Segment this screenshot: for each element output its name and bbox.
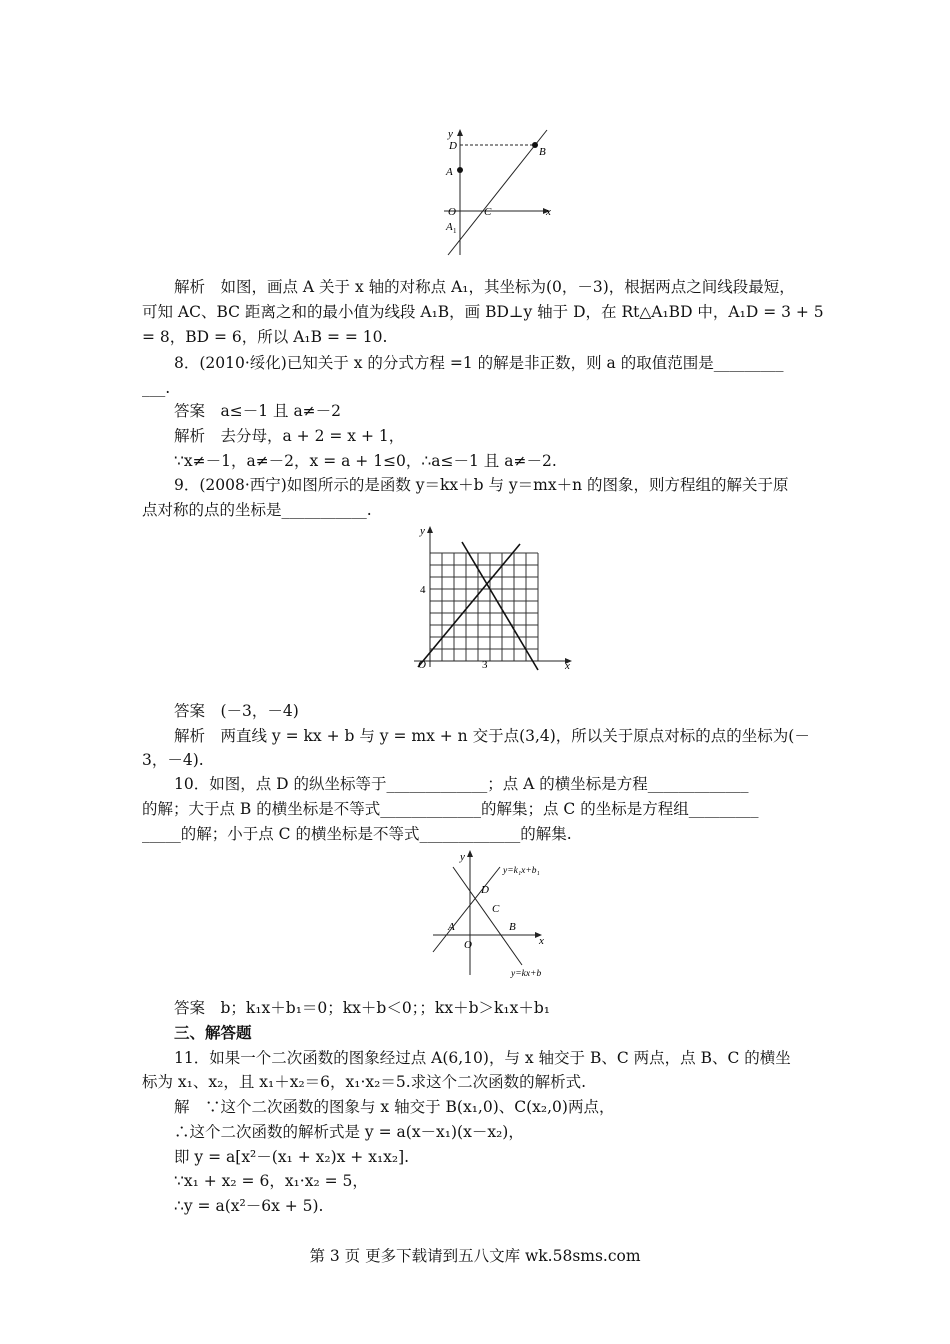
- origin-label: O: [464, 939, 472, 951]
- question-9: 9．(2008·西宁)如图所示的是函数 y＝kx＋b 与 y＝mx＋n 的图象，则方程组的解关于原: [174, 476, 789, 494]
- point-b-label: B: [539, 146, 546, 158]
- answer-10: 答案 b；k₁x＋b₁＝0；kx＋b＜0；；kx＋b＞k₁x＋b₁: [174, 999, 550, 1017]
- point-d-label: D: [481, 884, 489, 896]
- question-9-cont: 点对称的点的坐标是___________.: [142, 501, 372, 519]
- question-8-cont: ___.: [142, 379, 171, 397]
- point-d-label: D: [449, 140, 457, 152]
- point-a-marker: [457, 167, 463, 173]
- solution-11-line-5: ∴y = a(x²－6x + 5).: [174, 1197, 324, 1215]
- figure-2-grid: [410, 522, 585, 672]
- origin-label: O: [418, 659, 426, 671]
- point-b-marker: [532, 142, 538, 148]
- answer-9: 答案 (－3，－4): [174, 702, 299, 720]
- point-c-label: C: [492, 903, 500, 915]
- x-axis-label: x: [565, 660, 570, 672]
- figure-3: [425, 845, 570, 980]
- point-a-label: A: [448, 921, 455, 933]
- tick-3-label: 3: [482, 659, 488, 671]
- text-line-2: 可知 AC、BC 距离之和的最小值为线段 A₁B，画 BD⊥y 轴于 D，在 Rt△A₁BD 中，A₁D = 3 + 5: [142, 303, 824, 321]
- point-a1-label: A: [446, 221, 453, 233]
- point-a-label: A: [446, 166, 453, 178]
- point-b-label: B: [509, 921, 516, 933]
- y-axis-label: y: [460, 851, 465, 863]
- text-line-3: = 8，BD = 6，所以 A₁B = = 10.: [142, 328, 388, 346]
- text-line-1: 解析 如图，画点 A 关于 x 轴的对称点 A₁，其坐标为(0，－3)，根据两点之间线段最短，: [174, 278, 795, 296]
- section-heading: 三、解答题: [174, 1023, 252, 1042]
- question-10: 10．如图，点 D 的纵坐标等于_____________；点 A 的横坐标是方程_____________: [174, 775, 749, 793]
- solution-11-line-1: 解 ∵这个二次函数的图象与 x 轴交于 B(x₁,0)、C(x₂,0)两点，: [174, 1098, 615, 1116]
- x-axis-label: x: [546, 206, 551, 218]
- line-2-label: y=kx+b: [511, 969, 542, 979]
- solution-11-line-2: ∴这个二次函数的解析式是 y = a(x－x₁)(x－x₂)，: [174, 1123, 524, 1141]
- y-axis-label: y: [448, 128, 453, 140]
- analysis-9-cont: 3，－4).: [142, 751, 204, 769]
- answer-8: 答案 a≤－1 且 a≠－2: [174, 402, 342, 420]
- analysis-8: 解析 去分母，a + 2 = x + 1，: [174, 427, 405, 445]
- origin-label: O: [448, 206, 456, 218]
- x-axis-label: x: [539, 935, 544, 947]
- point-a1-subscript: 1: [453, 227, 457, 235]
- analysis-8-cont: ∵x≠－1，a≠－2，x = a + 1≤0，∴a≤－1 且 a≠－2.: [174, 452, 557, 470]
- point-c-label: C: [484, 206, 492, 218]
- figure-1: [440, 125, 560, 260]
- solution-11-line-3: 即 y = a[x²－(x₁ + x₂)x + x₁x₂].: [174, 1148, 410, 1166]
- tick-4-label: 4: [420, 584, 426, 596]
- question-11-cont: 标为 x₁、x₂，且 x₁＋x₂＝6，x₁·x₂＝5.求这个二次函数的解析式.: [142, 1073, 587, 1091]
- line-1-label: y=k₁x+b₁: [503, 866, 540, 876]
- solution-11-line-4: ∵x₁ + x₂ = 6，x₁·x₂ = 5，: [174, 1172, 368, 1190]
- question-8: 8．(2010·绥化)已知关于 x 的分式方程 =1 的解是非正数，则 a 的取值范围是_________: [174, 354, 784, 372]
- question-10-cont-1: 的解；大于点 B 的横坐标是不等式_____________的解集；点 C 的坐标是方程组_________: [142, 800, 759, 818]
- question-11: 11．如果一个二次函数的图象经过点 A(6,10)，与 x 轴交于 B、C 两点，点 B、C 的横坐: [174, 1049, 791, 1067]
- analysis-9: 解析 两直线 y = kx + b 与 y = mx + n 交于点(3,4)，所以关于原点对标的点的坐标为(－: [174, 727, 810, 745]
- question-10-cont-2: _____的解；小于点 C 的横坐标是不等式_____________的解集.: [142, 825, 572, 843]
- y-axis-label: y: [420, 525, 425, 537]
- page-footer: 第 3 页 更多下载请到五八文库 wk.58sms.com: [309, 1247, 641, 1265]
